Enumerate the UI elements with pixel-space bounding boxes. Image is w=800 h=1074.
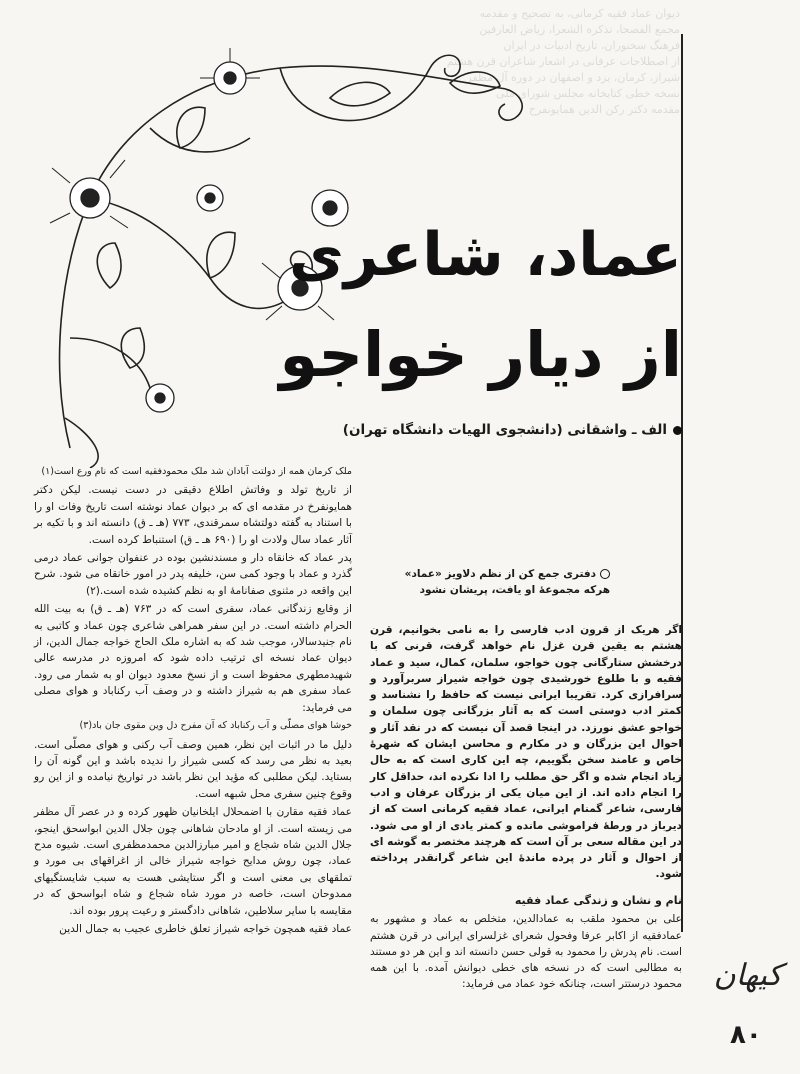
circle-bullet-icon	[600, 569, 610, 579]
ghost-line: فرهنگ سخنوران، تاریخ ادبیات در ایران	[503, 39, 680, 52]
paragraph: از تاریخ تولد و وفاتش اطلاع دقیقی در دست نیست. لیکن دکتر همایونفرخ در مقدمه ای که بر دیوان عماد نوشته است تاریخ وفات او را با استناد به گفته دولتشاه سمرقندی، ۷۷۳ (هـ ـ ق) دانسته اند و با تکیه بر آثار عماد سال ولادت او را (۶۹۰ هـ ـ ق) استنباط کرده است.	[34, 484, 352, 546]
ghost-line: شیراز، کرمان، یزد و اصفهان در دوره آل مظفر	[466, 71, 680, 84]
paragraph: عماد فقیه مقارن با اضمحلال ایلخانیان ظهور کرده و در عصر آل مظفر می زیسته است. از او مادحان شاهانی چون جلال الدین ابواسحق اینجو، جلال الدین شاه شجاع و امیر مبارزالدین محمدمظفری است. شیوه مدح عماد، چون روش مدایح خواجه شیراز خالی از اغراقهای بی مورد و تملقهای بی معنی است و اگر ستایشی هست به سبب شایستگیهای ممدوحان است، خاصه در مورد شاه شجاع و شاه ابواسحق که در مقایسه با سایر سلاطین، شاهانی دادگستر و رعیت پرور بوده اند.	[34, 806, 352, 917]
left-column	[34, 464, 352, 939]
ghost-line: مقدمه دکتر رکن الدین همایونفرخ	[528, 103, 680, 116]
magazine-logo: کیهان	[713, 958, 782, 993]
section-heading: نام و نشان و زندگی عماد فقیه	[514, 894, 682, 907]
intro-text: اگر هریک از قرون ادب فارسی را به نامی بخوانیم، قرن هشتم به یقین قرن غزل نام خواهد گرفت، قرنی که با درخشش ستارگانی چون خواجو، سلمان، کمال، سید و عماد فقیه و با طلوع خورشیدی چون خواجه شیراز سربرآورد و سرافرازی کرد. تقریبا ایرانی نیست که حافظ را نشناسد و کمتر ادب دوستی است که به آثار بزرگانی چون سلمان و خواجو عشق نورزد. در اینجا قصد آن نیست که در نقد آثار و احوال این بزرگان و در مکارم و محاسن ایشان که شهرهٔ خاص و عامند سخن بگوییم، چه این کاری است که به حال زیاد انجام شده و اگر حق مطلب را ادا نکرده اند، حداقل کار را انجام داده اند. از این میان یکی از بزرگان عرفان و ادب فارسی، شاعر گمنام ایرانی، عماد فقیه کرمانی است که از دیرباز در ورطهٔ فراموشی مانده و کمتر یادی از او می شود. در این مقاله سعی بر آن است که هرچند مختصر به گوشه ای از احوال و آثار در پرده ماندهٔ این شاعر گرانقدر پرداخته شود.	[370, 624, 682, 881]
paragraph: دلیل ما در اثبات این نظر، همین وصف آب رکنی و هوای مصلّی است. بعید به نظر می رسد که کسی شیراز را ندیده باشد و این گونه آن را بستاید. لیکن مطلبی که مؤید این نظر باشد در تواریخ نیامده و از این رو وقوع چنین سفری محل شبهه است.	[34, 738, 352, 800]
ghost-line: دیوان عماد فقیه کرمانی، به تصحیح و مقدمه	[479, 7, 680, 20]
ghost-line: از اصطلاحات عرفانی در اشعار شاعران قرن هشتم	[446, 55, 680, 68]
epigraph-line-1	[380, 566, 610, 582]
article-title-line-2: از دیار خواجو	[279, 318, 682, 391]
intro-paragraph	[370, 622, 682, 883]
ghost-line: مجمع الفصحا، تذکره الشعرا، ریاض العارفین	[479, 23, 680, 36]
bullet-icon	[673, 426, 682, 435]
paragraph: پدر عماد که خانقاه دار و مسندنشین بوده در عنفوان جوانی عماد درمی گذرد و عماد با وجود کمی سن، خلیفه پدر در امور خانقاه می شود. شرح این واقعه در مثنوی صفانامهٔ او به نظم کشیده شده است.(۲)	[34, 552, 352, 597]
article-title-line-1: عماد، شاعری	[288, 220, 682, 290]
biography-text: علی بن محمود ملقب به عمادالدین، متخلص به عماد و مشهور به عمادفقیه از اکابر عرفا وفحول شعرای غزلسرای ایرانی در قرن هشتم است. نام پدرش را محمود به قولی حسن دانسته اند و این هر دو مستند به مطالبی است که در نسخه های خطی دیوانش آمده. با این همه محمود درستتر است، چنانکه خود عماد می فرماید:	[369, 913, 682, 991]
biography-section	[370, 893, 682, 993]
paragraph: عماد فقیه همچون خواجه شیراز تعلق خاطری عجیب به جمال الدین	[59, 922, 352, 935]
page-number: ۸۰	[730, 1020, 762, 1050]
author-text: الف ـ واشقانی (دانشجوی الهیات دانشگاه تهران)	[342, 422, 667, 438]
article-author	[212, 422, 682, 438]
epigraph-verse	[380, 566, 610, 598]
epigraph-line-2: هرکه مجموعهٔ او یافت، پریشان نشود	[419, 584, 610, 596]
verse-line: ملک کرمان همه از دولتت آبادان شد ملک محمودفقیه است که نام ورع است(۱)	[41, 466, 352, 477]
paragraph: از وقایع زندگانی عماد، سفری است که در ۷۶۳ (هـ ـ ق) به بیت الله الحرام داشته است. در این سفر همراهی شاعری چون عماد و کاتبی به نام جنیدسالار، موجب شد که به اشاره ملک الحاج خواجه جمال الدین، از دیوان عماد نسخه ای ترتیب داده شود که امروزه در مدرسه عالی شهیدمطهری محفوظ است و از نسخ معدود دیوان او به شمار می رود. عماد سفری هم به شیراز داشته و در وصف آب رکناباد و هوای مصلی می فرماید:	[34, 603, 352, 714]
ghost-line: نسخه خطی کتابخانه مجلس شورای ملی	[496, 87, 680, 100]
verse-line: خوشا هوای مصلّی و آب رکناباد که آن مفرح دل وین مقوی جان باد(۳)	[79, 720, 352, 732]
epigraph-text: دفتری جمع کن از نظم دلاویز «عماد»	[404, 568, 596, 580]
